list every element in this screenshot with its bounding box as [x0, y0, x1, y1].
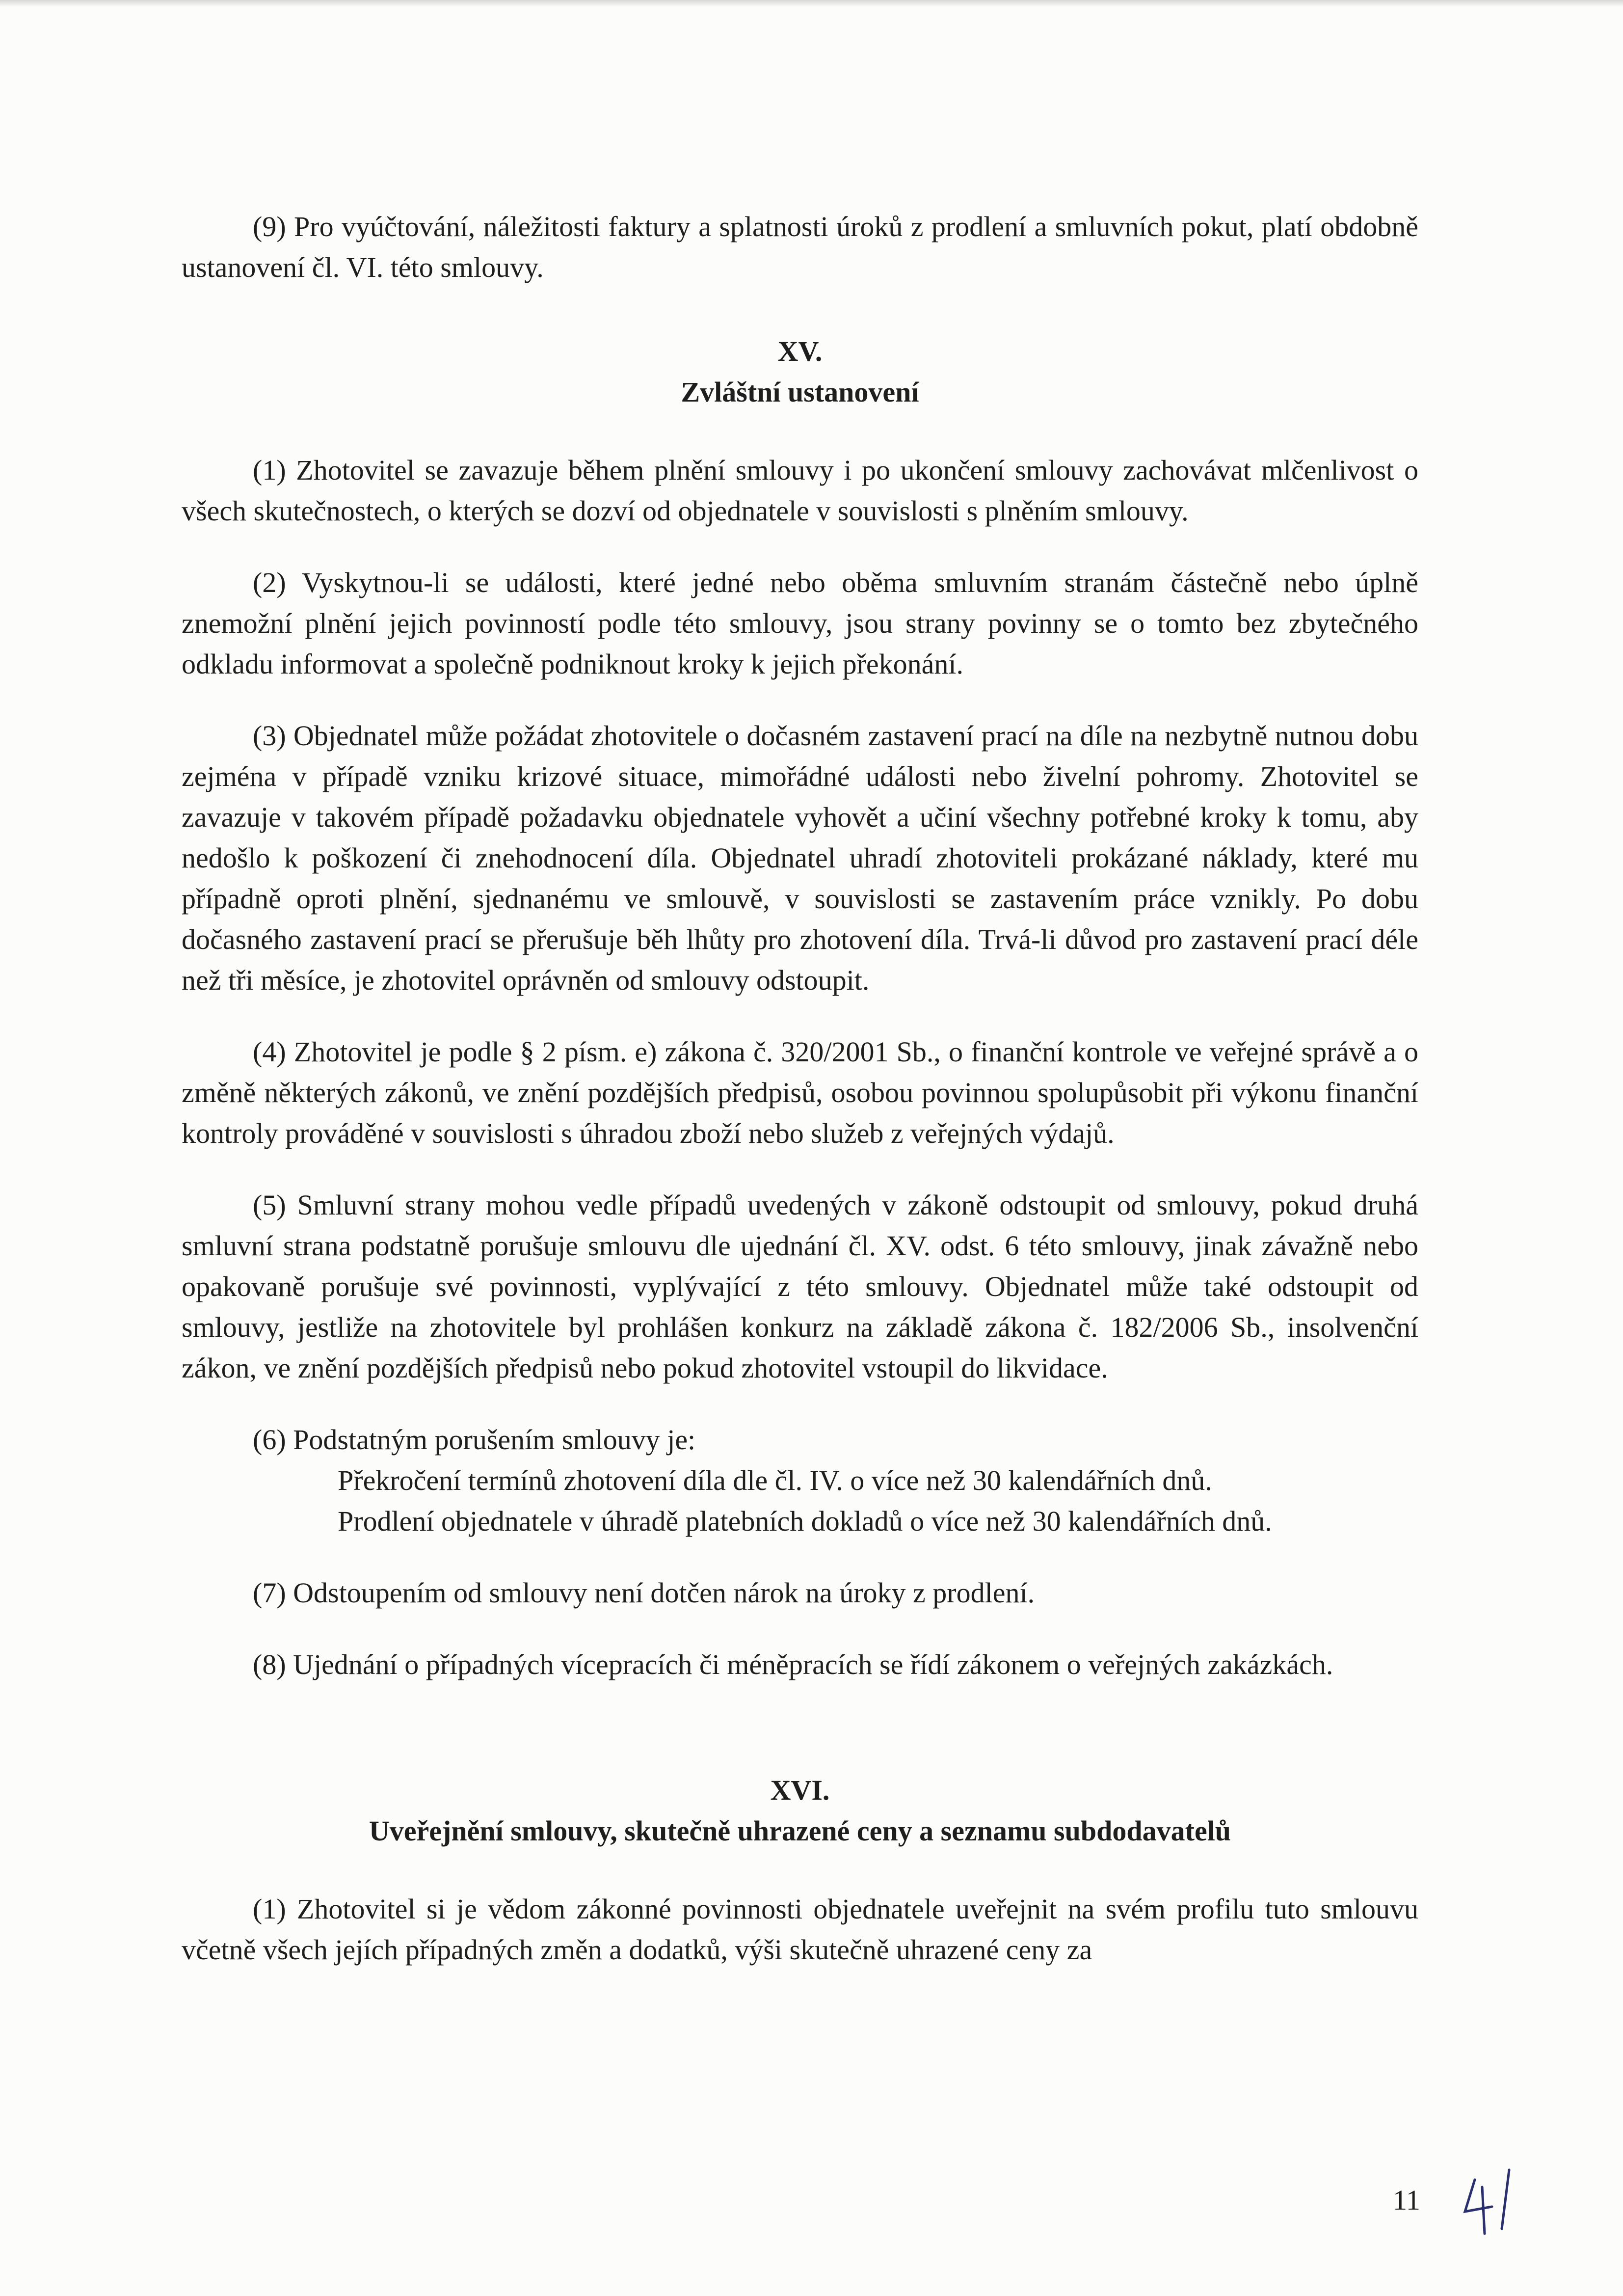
paragraph-xv-5: (5) Smluvní strany mohou vedle případů uvedených v zákoně odstoupit od smlouvy, pokud druhá smluvní strana podstatně porušuje smlouvu dle ujednání čl. XV. odst. 6 této smlouvy, jinak závažně nebo opakovaně porušuje své povinnosti, vyplývající z této smlouvy. Objednatel může také odstoupit od smlouvy, jestliže na zhotovitele byl prohlášen konkurz na základě zákona č. 182/2006 Sb., insolvenční zákon, ve znění pozdějších předpisů nebo pokud zhotovitel vstoupil do likvidace.	[182, 1189, 1418, 1384]
paragraph-xv-7: (7) Odstoupením od smlouvy není dotčen nárok na úroky z prodlení.	[253, 1577, 1035, 1609]
paragraph-xv-1: (1) Zhotovitel se zavazuje během plnění smlouvy i po ukončení smlouvy zachovávat mlčenlivost o všech skutečnostech, o kterých se dozví od objednatele v souvislosti s plněním smlouvy.	[182, 454, 1418, 527]
paragraph-xiv-9: (9) Pro vyúčtování, náležitosti faktury a splatnosti úroků z prodlení a smluvních pokut, platí obdobně ustanovení čl. VI. této smlouvy.	[182, 211, 1418, 283]
paragraph-xv-6-item-2: Prodlení objednatele v úhradě platebních dokladů o více než 30 kalendářních dnů.	[338, 1505, 1272, 1537]
paragraph-xv-6-intro: (6) Podstatným porušením smlouvy je:	[253, 1424, 696, 1456]
paragraph-xv-2: (2) Vyskytnou-li se události, které jedné nebo oběma smluvním stranám částečně nebo úplně znemožní plnění jejich povinností podle této smlouvy, jsou strany povinny se o tomto bez zbytečného odkladu informovat a společně podniknout kroky k jejich překonání.	[182, 567, 1418, 680]
document-body	[182, 206, 1418, 2001]
section-xvi-number: XVI.	[770, 1774, 830, 1806]
handwritten-initials-icon	[1455, 2165, 1529, 2239]
section-spacer	[182, 1716, 1418, 1770]
scan-edge	[0, 0, 1623, 7]
section-xv-title: Zvláštní ustanovení	[681, 376, 919, 408]
paragraph-xvi-1: (1) Zhotovitel si je vědom zákonné povinnosti objednatele uveřejnit na svém profilu tuto smlouvu včetně všech jejích případných změn a dodatků, výši skutečně uhrazené ceny za	[182, 1893, 1418, 1966]
paragraph-xv-3: (3) Objednatel může požádat zhotovitele o dočasném zastavení prací na díle na nezbytně nutnou dobu zejména v případě vzniku krizové situace, mimořádné události nebo živelní pohromy. Zhotovitel se zavazuje v takovém případě požadavku objednatele vyhovět a učiní všechny potřebné kroky k tomu, aby nedošlo k poškození či znehodnocení díla. Objednatel uhradí zhotoviteli prokázané náklady, které mu případně oproti plnění, sjednanému ve smlouvě, v souvislosti se zastavením práce vznikly. Po dobu dočasného zastavení prací se přerušuje běh lhůty pro zhotovení díla. Trvá-li důvod pro zastavení prací déle než tři měsíce, je zhotovitel oprávněn od smlouvy odstoupit.	[182, 720, 1418, 996]
paragraph-xv-4: (4) Zhotovitel je podle § 2 písm. e) zákona č. 320/2001 Sb., o finanční kontrole ve veřejné správě a o změně některých zákonů, ve znění pozdějších předpisů, osobou povinnou spolupůsobit při výkonu finanční kontroly prováděné v souvislosti s úhradou zboží nebo služeb z veřejných výdajů.	[182, 1036, 1418, 1149]
paragraph-xv-6-item-1: Překročení termínů zhotovení díla dle čl. IV. o více než 30 kalendářních dnů.	[338, 1464, 1212, 1496]
section-xvi-title: Uveřejnění smlouvy, skutečně uhrazené ceny a seznamu subdodavatelů	[369, 1815, 1231, 1847]
paragraph-xv-8: (8) Ujednání o případných vícepracích či méněpracích se řídí zákonem o veřejných zakázkách.	[253, 1648, 1333, 1680]
paragraph-xv-6	[182, 1419, 1418, 1541]
section-xv-number: XV.	[777, 335, 823, 367]
page-number: 11	[1393, 2184, 1420, 2216]
